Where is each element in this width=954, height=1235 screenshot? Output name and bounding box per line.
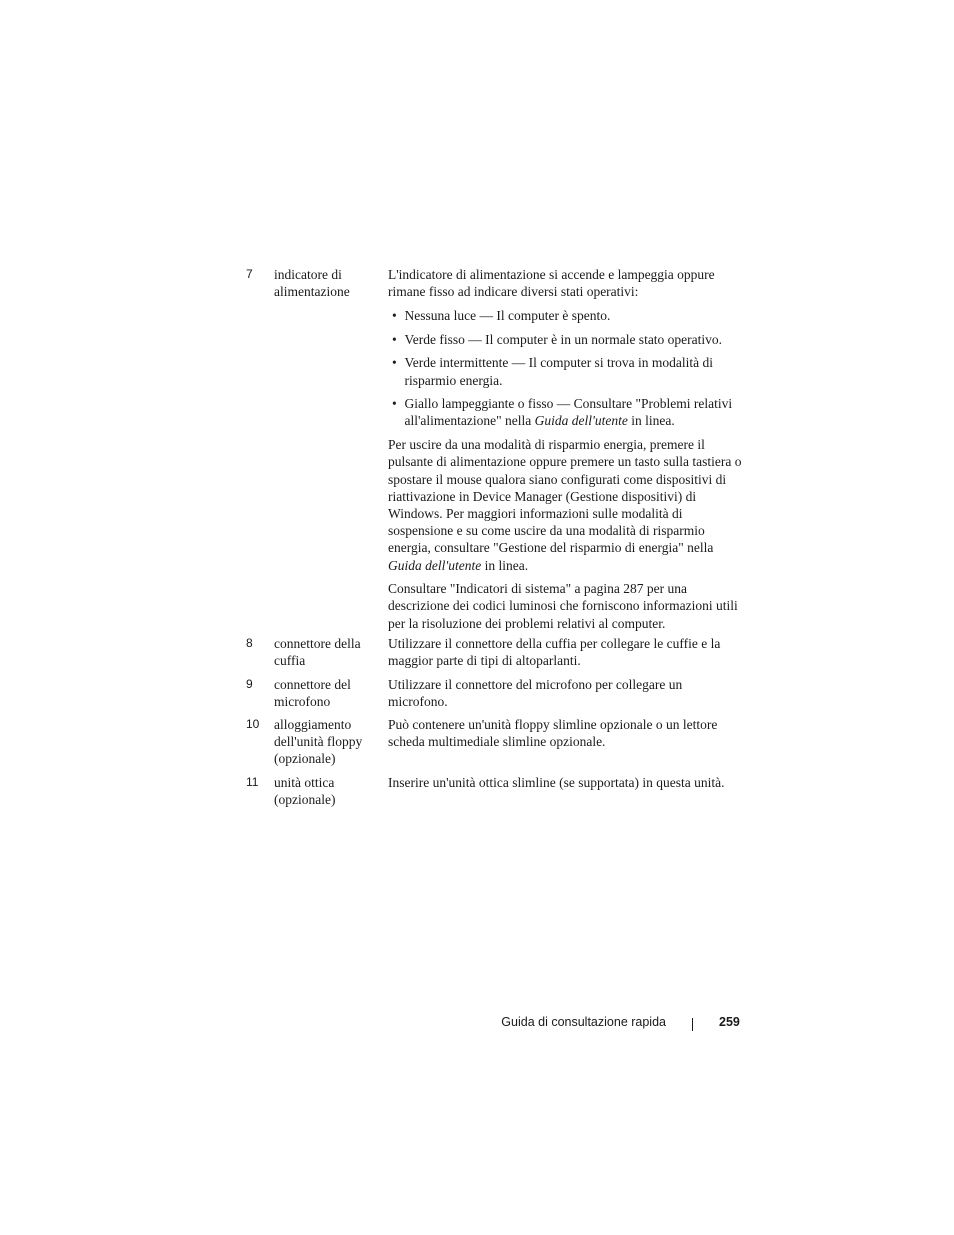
item-term: indicatore di alimentazione bbox=[274, 267, 350, 300]
item-number: 8 bbox=[246, 636, 253, 650]
item-description bbox=[388, 266, 744, 638]
item-description: Inserire un'unità ottica slimline (se supportata) in questa unità. bbox=[388, 775, 725, 790]
bullet-icon: • bbox=[392, 331, 397, 347]
guide-reference: Guida dell'utente bbox=[534, 413, 628, 429]
bullet-icon: • bbox=[392, 355, 397, 371]
item-description: Può contenere un'unità floppy slimline opzionale o un lettore scheda multimediale slimline opzionale. bbox=[388, 717, 718, 750]
item-number: 9 bbox=[246, 677, 253, 691]
list-item: • Nessuna luce — Il computer è spento. bbox=[392, 307, 611, 323]
item-description: Utilizzare il connettore del microfono per collegare un microfono. bbox=[388, 677, 683, 710]
list-item: • Verde fisso — Il computer è in un normale stato operativo. bbox=[392, 331, 723, 347]
page-footer bbox=[0, 1015, 954, 1035]
status-list bbox=[388, 307, 744, 430]
list-item: • Giallo lampeggiante o fisso — Consultare "Problemi relativi all'alimentazione" nella Guida dell'utente in linea. bbox=[392, 396, 733, 429]
item-term: alloggiamento dell'unità floppy (opzionale) bbox=[274, 717, 363, 767]
item-number: 11 bbox=[246, 775, 259, 789]
list-item: • Verde intermittente — Il computer si trova in modalità di risparmio energia. bbox=[392, 355, 714, 388]
item-term: unità ottica (opzionale) bbox=[274, 775, 336, 808]
paragraph: Per uscire da una modalità di risparmio energia, premere il pulsante di alimentazione oppure premere un tasto sulla tastiera o spostare il mouse qualora siano configurati come dispositivi di riattivazione in Device Manager (Gestione dispositivi) di Windows. Per maggiori informazioni sulle modalità di sospensione e su come uscire da una modalità di risparmio energia, consultare "Gestione del risparmio di energia" nella Guida dell'utente in linea. bbox=[388, 437, 742, 573]
item-term: connettore della cuffia bbox=[274, 636, 361, 669]
guide-reference: Guida dell'utente bbox=[388, 557, 482, 573]
intro-text: L'indicatore di alimentazione si accende e lampeggia oppure rimane fisso ad indicare diversi stati operativi: bbox=[388, 267, 715, 300]
bullet-icon: • bbox=[392, 307, 397, 323]
footer-title: Guida di consultazione rapida bbox=[501, 1015, 666, 1029]
footer-divider bbox=[692, 1018, 693, 1031]
paragraph: Consultare "Indicatori di sistema" a pagina 287 per una descrizione dei codici luminosi che forniscono informazioni utili per la risoluzione dei problemi relativi al computer. bbox=[388, 581, 738, 631]
item-term: connettore del microfono bbox=[274, 677, 351, 710]
item-number: 10 bbox=[246, 717, 260, 731]
item-number: 7 bbox=[246, 267, 253, 281]
item-description: Utilizzare il connettore della cuffia per collegare le cuffie e la maggior parte di tipi di altoparlanti. bbox=[388, 636, 721, 669]
bullet-icon: • bbox=[392, 396, 397, 412]
page-number: 259 bbox=[719, 1015, 740, 1029]
